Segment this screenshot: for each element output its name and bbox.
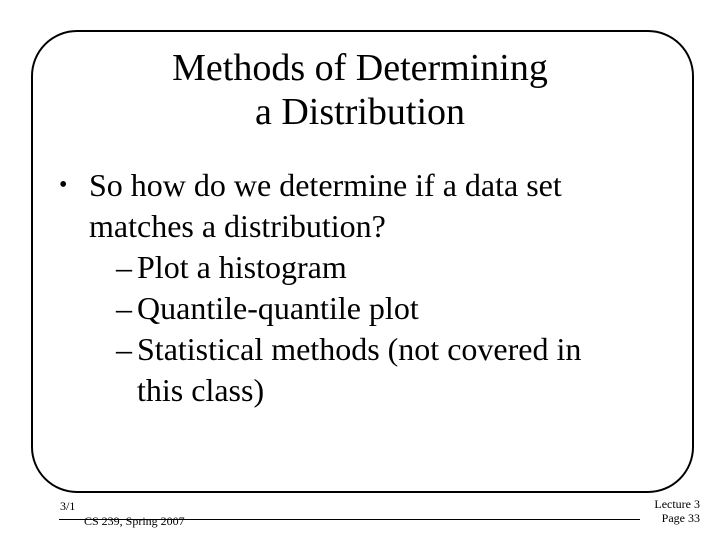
sub-item-histogram — [57, 247, 581, 288]
sub-item-qq-plot — [57, 288, 581, 329]
footer-lecture-info — [650, 497, 700, 525]
footer-date: 3/1 — [60, 499, 76, 513]
bullet-item — [57, 165, 581, 206]
dash-icon: – — [116, 249, 132, 285]
footer-page: Page 33 — [661, 511, 700, 525]
title-line-1: Methods of Determining — [172, 47, 548, 89]
footer-course: CS 239, Spring 2007 — [84, 514, 185, 528]
bullet-item-continuation — [57, 206, 581, 247]
bullet-text-line-2: matches a distribution? — [89, 208, 386, 244]
sub-item-continuation-label: this class) — [137, 372, 265, 408]
bullet-icon: • — [59, 172, 68, 198]
bullet-list — [57, 165, 581, 411]
sub-item-label: Statistical methods (not covered in — [137, 331, 582, 367]
dash-icon: – — [116, 331, 132, 367]
slide-title — [60, 46, 660, 134]
footer-lecture: Lecture 3 — [654, 497, 700, 511]
bullet-text-line-1: So how do we determine if a data set — [89, 167, 562, 203]
dash-icon: – — [116, 290, 132, 326]
sub-item-label: Plot a histogram — [137, 249, 347, 285]
sub-item-label: Quantile-quantile plot — [137, 290, 419, 326]
sub-item-statistical-methods — [57, 329, 581, 370]
sub-item-continuation — [57, 370, 581, 411]
title-line-2: a Distribution — [254, 91, 466, 133]
